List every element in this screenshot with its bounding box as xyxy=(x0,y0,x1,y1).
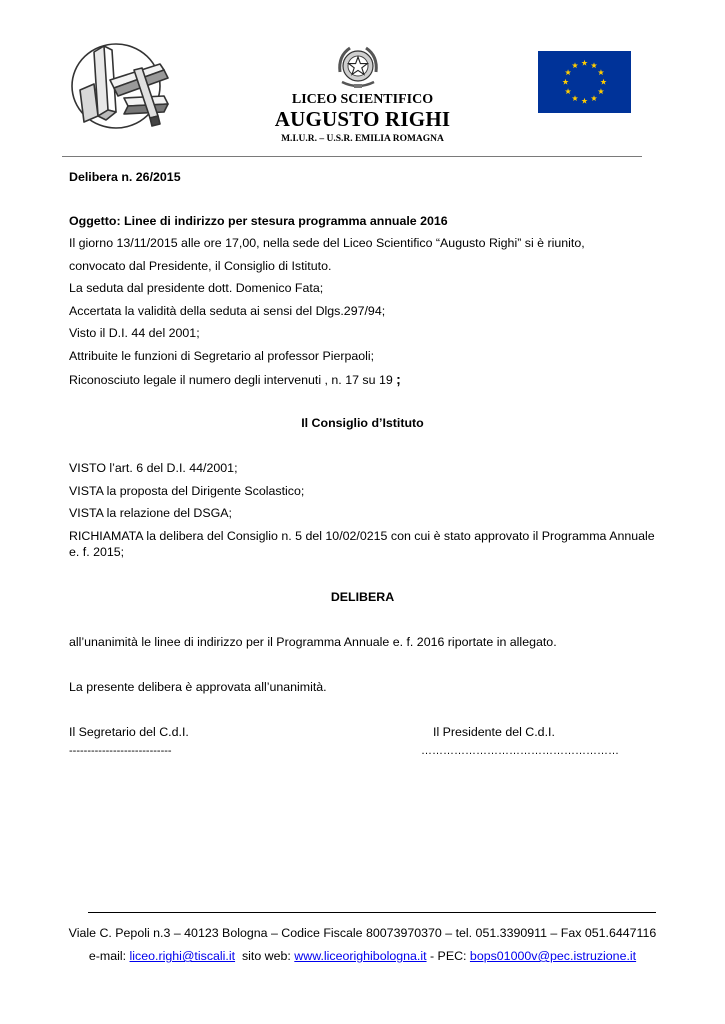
header-divider xyxy=(62,156,642,157)
intro-line: Attribuite le funzioni di Segretario al professor Pierpaoli; xyxy=(69,349,375,363)
intro-line xyxy=(69,371,401,387)
website-link[interactable]: www.liceorighibologna.it xyxy=(294,949,427,963)
republic-emblem-icon xyxy=(334,42,382,92)
secretary-signature-line: ---------------------------- xyxy=(69,745,172,757)
subject-line: Oggetto: Linee di indirizzo per stesura programma annuale 2016 xyxy=(69,214,448,228)
secretary-label: Il Segretario del C.d.I. xyxy=(69,725,189,739)
intro-line: convocato dal Presidente, il Consiglio di Istituto. xyxy=(69,259,332,273)
intro-line: Visto il D.I. 44 del 2001; xyxy=(69,326,200,340)
council-heading: Il Consiglio d’Istituto xyxy=(301,416,424,430)
footer-divider xyxy=(88,912,656,913)
footer-address: Viale C. Pepoli n.3 – 40123 Bologna – Codice Fiscale 80073970370 – tel. 051.3390911 – Fax 051.6447116 xyxy=(68,926,657,940)
school-subtitle: LICEO SCIENTIFICO xyxy=(291,92,434,107)
visto-line: VISTA la proposta del Dirigente Scolastico; xyxy=(69,484,305,498)
visto-line: VISTO l’art. 6 del D.I. 44/2001; xyxy=(69,461,238,475)
web-label: sito web: xyxy=(235,949,295,963)
pec-link[interactable]: bops01000v@pec.istruzione.it xyxy=(469,949,637,963)
approval-text: La presente delibera è approvata all’unanimità. xyxy=(69,680,327,694)
visto-line: VISTA la relazione del DSGA; xyxy=(69,506,232,520)
richiamata-paragraph: RICHIAMATA la delibera del Consiglio n. 5 del 10/02/0215 con cui è stato approvato il Programma Annuale e. f. 2015; xyxy=(69,529,655,559)
intro-text: Riconosciuto legale il numero degli intervenuti , n. 17 su 19 xyxy=(69,373,397,387)
intro-semicolon: ; xyxy=(396,371,401,387)
delibera-heading: DELIBERA xyxy=(330,590,395,604)
email-label: e-mail: xyxy=(88,949,130,963)
school-ministry: M.I.U.R. – U.S.R. EMILIA ROMAGNA xyxy=(281,134,444,144)
email-link[interactable]: liceo.righi@tiscali.it xyxy=(129,949,236,963)
delibera-number: Delibera n. 26/2015 xyxy=(69,170,181,184)
pec-label: - PEC: xyxy=(426,949,470,963)
president-label: Il Presidente del C.d.I. xyxy=(433,725,555,739)
president-signature-line: ……………………………………………… xyxy=(421,745,619,757)
intro-line: La seduta dal presidente dott. Domenico Fata; xyxy=(69,281,324,295)
intro-line: Il giorno 13/11/2015 alle ore 17,00, nella sede del Liceo Scientifico “Augusto Righi” si è riunito, xyxy=(69,236,585,250)
decision-text: all’unanimità le linee di indirizzo per il Programma Annuale e. f. 2016 riportate in allegato. xyxy=(69,635,557,649)
school-name: AUGUSTO RIGHI xyxy=(274,107,451,131)
intro-line: Accertata la validità della seduta ai sensi del Dlgs.297/94; xyxy=(69,304,386,318)
footer-contacts xyxy=(0,949,725,963)
